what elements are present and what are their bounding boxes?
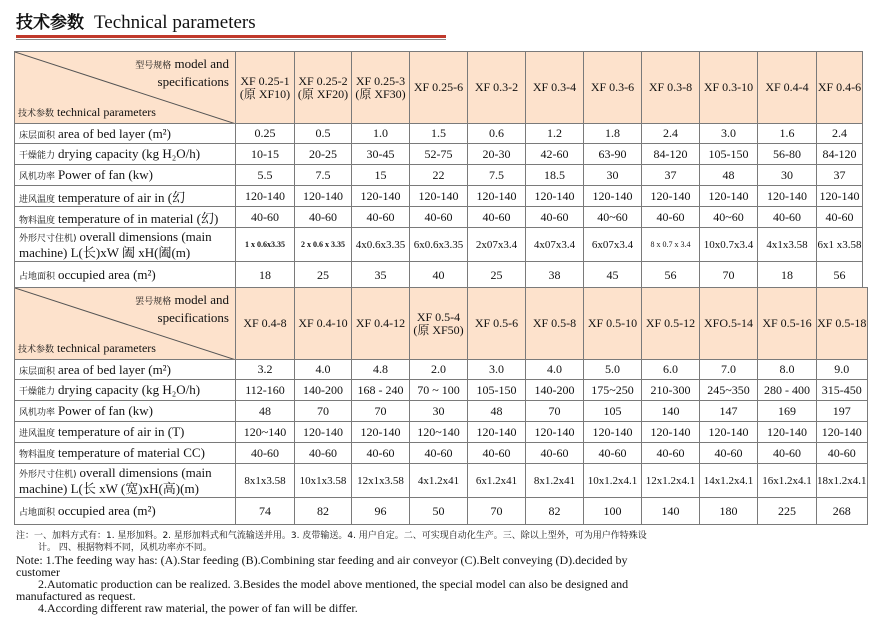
model-name: XF 0.3-8 [648, 80, 693, 94]
value-cell: 84-120 [817, 144, 863, 165]
value-cell: 70 [526, 401, 584, 422]
corner-bottom-label [18, 341, 156, 356]
model-name: XF 0.5-18 [817, 316, 867, 330]
table-row [15, 498, 868, 525]
model-name: XF 0.3-6 [590, 80, 635, 94]
value-cell: 25 [468, 262, 526, 289]
row-label-zh: 占地面积 [19, 508, 56, 518]
row-label-en: area of bed layer (m²) [58, 361, 171, 377]
value-cell: 96 [352, 498, 410, 525]
table-row [15, 186, 863, 207]
row-label-zh: 床层面积 [19, 366, 56, 377]
value-cell: 40-60 [468, 443, 526, 464]
corner-top-zh: 型号规格 [135, 61, 172, 71]
title-rule-thin [16, 39, 446, 40]
spec-table-2 [14, 287, 868, 525]
value-cell: 140-200 [295, 380, 352, 401]
model-name: XFO.5-14 [703, 316, 753, 330]
value-cell: 40-60 [526, 207, 584, 228]
value-cell: 40-60 [817, 207, 863, 228]
value-cell: 10x1x3.58 [295, 464, 352, 498]
value-cell: 40-60 [468, 207, 526, 228]
value-cell: 70 [700, 262, 758, 289]
row-label-en: drying capacity (kg H₂O/h) [58, 146, 201, 161]
table-row [15, 262, 863, 289]
model-cell [584, 52, 642, 124]
value-cell: 147 [700, 401, 758, 422]
row-label-en: area of bed layer (m²) [58, 125, 171, 141]
value-cell: 120-140 [468, 422, 526, 443]
row-label [15, 464, 236, 498]
row-label [15, 165, 236, 186]
model-cell [410, 52, 468, 124]
row-label-zh: 外形尺寸住机) [19, 469, 77, 480]
row-label [15, 422, 236, 443]
row-label [15, 262, 236, 289]
note-en-4: manufactured as request. [16, 589, 136, 603]
value-cell: 37 [817, 165, 863, 186]
value-cell: 56 [642, 262, 700, 289]
row-label-zh: 物料温度 [19, 450, 56, 460]
title-zh: 技术参数 [16, 13, 84, 33]
row-label [15, 228, 236, 262]
model-cell [236, 52, 295, 124]
value-cell: 120-140 [758, 186, 817, 207]
value-cell: 40-60 [236, 207, 295, 228]
model-alt-name: (原 XF50) [413, 322, 464, 337]
corner-top-en-2: specifications [157, 74, 229, 89]
value-cell: 5.5 [236, 165, 295, 186]
value-cell: 2 x 0.6 x 3.35 [295, 228, 352, 262]
value-cell: 4x0.6x3.35 [352, 228, 410, 262]
value-cell: 3.2 [236, 360, 295, 380]
row-label-zh: 干燥能力 [19, 151, 56, 161]
table-row [15, 207, 863, 228]
model-cell [410, 288, 468, 360]
row-label-en: occupied area (m²) [58, 503, 156, 518]
note-en-2: customer [16, 565, 60, 579]
value-cell: 120-140 [295, 422, 352, 443]
table-row [15, 401, 868, 422]
model-name: XF 0.25-1 [240, 73, 290, 88]
table-row [15, 165, 863, 186]
model-name: XF 0.3-10 [703, 80, 754, 94]
model-cell [700, 52, 758, 124]
spec-table-1 [14, 51, 863, 289]
value-cell: 105-150 [468, 380, 526, 401]
row-label-en: drying capacity (kg H₂O/h) [58, 382, 201, 397]
value-cell: 140 [642, 498, 700, 525]
value-cell: 52-75 [410, 144, 468, 165]
row-label-zh: 进风温度 [19, 194, 56, 205]
value-cell: 35 [352, 262, 410, 289]
model-name: XF 0.5-10 [587, 316, 638, 330]
value-cell: 6x07x3.4 [584, 228, 642, 262]
model-cell [295, 288, 352, 360]
table-row [15, 443, 868, 464]
value-cell: 7.5 [295, 165, 352, 186]
value-cell: 120-140 [700, 186, 758, 207]
value-cell: 1.0 [352, 124, 410, 144]
value-cell: 120-140 [642, 186, 700, 207]
value-cell: 1 x 0.6x3.35 [236, 228, 295, 262]
model-name: XF 0.4-4 [765, 80, 809, 94]
value-cell: 120-140 [236, 186, 295, 207]
value-cell: 70 [295, 401, 352, 422]
value-cell: 8x1.2x41 [526, 464, 584, 498]
model-name: XF 0.25-3 [355, 73, 406, 88]
row-label [15, 186, 236, 207]
value-cell: 30-45 [352, 144, 410, 165]
model-name: XF 0.3-4 [532, 80, 577, 94]
value-cell: 4.0 [295, 360, 352, 380]
value-cell: 70 [352, 401, 410, 422]
model-cell [295, 52, 352, 124]
model-cell [758, 288, 817, 360]
row-label-zh: 风机功率 [19, 408, 56, 418]
row-label-en: temperature of air in (T) [58, 424, 185, 439]
value-cell: 315-450 [817, 380, 868, 401]
row-label-zh: 床层面积 [19, 130, 56, 141]
model-cell [817, 52, 863, 124]
value-cell: 268 [817, 498, 868, 525]
model-cell [700, 288, 758, 360]
value-cell: 2x07x3.4 [468, 228, 526, 262]
value-cell: 6x0.6x3.35 [410, 228, 468, 262]
row-label [15, 498, 236, 525]
note-zh-2: 计。 四、根据物料不同，风机功率亦不同。 [38, 543, 212, 553]
value-cell: 48 [700, 165, 758, 186]
value-cell: 100 [584, 498, 642, 525]
value-cell: 63-90 [584, 144, 642, 165]
value-cell: 12x1.2x4.1 [642, 464, 700, 498]
value-cell: 4.0 [526, 360, 584, 380]
row-label [15, 401, 236, 422]
value-cell: 50 [410, 498, 468, 525]
table-row [15, 422, 868, 443]
model-name: XF 0.5-8 [532, 316, 577, 330]
value-cell: 40~60 [584, 207, 642, 228]
value-cell: 30 [758, 165, 817, 186]
corner-top-en-1: model and [174, 292, 229, 307]
model-cell [526, 52, 584, 124]
row-label-en: occupied area (m²) [58, 267, 156, 282]
value-cell: 40-60 [584, 443, 642, 464]
model-cell [352, 52, 410, 124]
table-row [15, 360, 868, 380]
value-cell: 40-60 [758, 207, 817, 228]
model-cell [352, 288, 410, 360]
model-name: XF 0.5-16 [762, 316, 812, 330]
value-cell: 120-140 [526, 186, 584, 207]
value-cell: 8 x 0.7 x 3.4 [642, 228, 700, 262]
row-label-en: temperature of air in (幻 [58, 189, 186, 205]
model-alt-name: (原 XF10) [239, 86, 291, 101]
value-cell: 5.0 [584, 360, 642, 380]
value-cell: 7.5 [468, 165, 526, 186]
value-cell: 9.0 [817, 360, 868, 380]
row-label-en: overall dimensions (main machine) L(长)xW 阖 xH(阖(m) [19, 228, 212, 260]
value-cell: 40-60 [410, 207, 468, 228]
value-cell: 40~60 [700, 207, 758, 228]
value-cell: 48 [468, 401, 526, 422]
value-cell: 40-60 [352, 207, 410, 228]
value-cell: 280 - 400 [758, 380, 817, 401]
row-label-en: Power of fan (kw) [58, 167, 153, 182]
table-row [15, 464, 868, 498]
model-name: XF 0.4-12 [355, 316, 406, 330]
model-alt-name: (原 XF30) [355, 86, 406, 101]
value-cell: 15 [352, 165, 410, 186]
value-cell: 120-140 [410, 186, 468, 207]
model-cell [468, 288, 526, 360]
corner-bottom-zh: 技术参数 [18, 109, 55, 119]
model-cell [758, 52, 817, 124]
value-cell: 120-140 [468, 186, 526, 207]
value-cell: 18x1.2x4.1 [817, 464, 868, 498]
value-cell: 1.8 [584, 124, 642, 144]
model-name: XF 0.25-6 [413, 80, 464, 94]
value-cell: 70 [468, 498, 526, 525]
value-cell: 225 [758, 498, 817, 525]
value-cell: 140-200 [526, 380, 584, 401]
value-cell: 40-60 [526, 443, 584, 464]
model-name: XF 0.5-6 [474, 316, 519, 330]
value-cell: 40-60 [236, 443, 295, 464]
value-cell: 0.6 [468, 124, 526, 144]
value-cell: 4x07x3.4 [526, 228, 584, 262]
value-cell: 22 [410, 165, 468, 186]
value-cell: 112-160 [236, 380, 295, 401]
corner-top-label [135, 56, 229, 90]
value-cell: 12x1x3.58 [352, 464, 410, 498]
value-cell: 4.8 [352, 360, 410, 380]
model-header-row [15, 52, 863, 124]
value-cell: 48 [236, 401, 295, 422]
value-cell: 6x1 x3.58 [817, 228, 863, 262]
value-cell: 18.5 [526, 165, 584, 186]
value-cell: 197 [817, 401, 868, 422]
value-cell: 120-140 [642, 422, 700, 443]
value-cell: 74 [236, 498, 295, 525]
notes [16, 530, 876, 614]
value-cell: 4x1x3.58 [758, 228, 817, 262]
row-label [15, 124, 236, 144]
value-cell: 6x1.2x41 [468, 464, 526, 498]
row-label-zh: 占地面积 [19, 272, 56, 282]
value-cell: 8x1x3.58 [236, 464, 295, 498]
model-name: XF 0.5-4 [416, 309, 461, 324]
value-cell: 120-140 [817, 186, 863, 207]
value-cell: 169 [758, 401, 817, 422]
value-cell: 210-300 [642, 380, 700, 401]
value-cell: 120-140 [700, 422, 758, 443]
value-cell: 56-80 [758, 144, 817, 165]
value-cell: 120~140 [410, 422, 468, 443]
value-cell: 30 [410, 401, 468, 422]
value-cell: 40-60 [295, 207, 352, 228]
row-label-en: Power of fan (kw) [58, 403, 153, 418]
corner-top-en-1: model and [174, 56, 229, 71]
row-label [15, 360, 236, 380]
value-cell: 10x0.7x3.4 [700, 228, 758, 262]
value-cell: 8.0 [758, 360, 817, 380]
value-cell: 42-60 [526, 144, 584, 165]
value-cell: 40-60 [295, 443, 352, 464]
model-cell [236, 288, 295, 360]
value-cell: 10-15 [236, 144, 295, 165]
page-header [16, 8, 256, 36]
model-cell [642, 52, 700, 124]
model-name: XF 0.25-2 [298, 73, 348, 88]
table-row [15, 124, 863, 144]
corner-bottom-label [18, 105, 156, 120]
value-cell: 30 [584, 165, 642, 186]
row-label-zh: 物料温度 [19, 215, 56, 226]
row-label [15, 144, 236, 165]
model-cell [584, 288, 642, 360]
model-header-row [15, 288, 868, 360]
value-cell: 120-140 [584, 422, 642, 443]
corner-top-label [135, 292, 229, 326]
value-cell: 120-140 [526, 422, 584, 443]
value-cell: 120-140 [295, 186, 352, 207]
row-label [15, 380, 236, 401]
value-cell: 0.5 [295, 124, 352, 144]
value-cell: 40-60 [642, 207, 700, 228]
value-cell: 4x1.2x41 [410, 464, 468, 498]
value-cell: 40-60 [758, 443, 817, 464]
table-row [15, 228, 863, 262]
row-label-zh: 进风温度 [19, 429, 56, 439]
table-row [15, 144, 863, 165]
model-name: XF 0.4-10 [298, 316, 348, 330]
value-cell: 1.5 [410, 124, 468, 144]
model-name: XF 0.5-12 [645, 316, 696, 330]
value-cell: 40 [410, 262, 468, 289]
value-cell: 168 - 240 [352, 380, 410, 401]
corner-cell [15, 52, 236, 124]
model-name: XF 0.4-6 [817, 80, 862, 94]
model-name: XF 0.3-2 [474, 80, 519, 94]
corner-top-zh: 罢号规格 [135, 297, 172, 307]
model-cell [817, 288, 868, 360]
value-cell: 37 [642, 165, 700, 186]
model-cell [642, 288, 700, 360]
model-name: XF 0.4-8 [243, 316, 287, 330]
value-cell: 120-140 [352, 186, 410, 207]
corner-cell [15, 288, 236, 360]
value-cell: 82 [295, 498, 352, 525]
value-cell: 18 [758, 262, 817, 289]
row-label [15, 443, 236, 464]
title-en: Technical parameters [94, 12, 256, 33]
value-cell: 14x1.2x4.1 [700, 464, 758, 498]
value-cell: 16x1.2x4.1 [758, 464, 817, 498]
value-cell: 120~140 [236, 422, 295, 443]
value-cell: 105-150 [700, 144, 758, 165]
note-en-1: Note: 1.The feeding way has: (A).Star feeding (B).Combining star feeding and air conveyor (C).Belt conveying (D).decided by [16, 553, 628, 567]
value-cell: 6.0 [642, 360, 700, 380]
row-label-zh: 干燥能力 [19, 387, 56, 397]
value-cell: 2.0 [410, 360, 468, 380]
value-cell: 45 [584, 262, 642, 289]
title-rule [16, 35, 446, 38]
corner-bottom-en: technical parameters [57, 105, 156, 119]
value-cell: 84-120 [642, 144, 700, 165]
model-alt-name: (原 XF20) [297, 86, 349, 101]
value-cell: 40-60 [642, 443, 700, 464]
corner-top-en-2: specifications [157, 310, 229, 325]
value-cell: 7.0 [700, 360, 758, 380]
value-cell: 70 ~ 100 [410, 380, 468, 401]
row-label-en: temperature of in material (幻) [58, 210, 219, 226]
value-cell: 0.25 [236, 124, 295, 144]
row-label [15, 207, 236, 228]
value-cell: 40-60 [410, 443, 468, 464]
value-cell: 3.0 [468, 360, 526, 380]
model-cell [526, 288, 584, 360]
value-cell: 18 [236, 262, 295, 289]
value-cell: 20-30 [468, 144, 526, 165]
note-zh-1: 注：一、加料方式有：1. 星形加料。2. 星形加料式和气流输送并用。3. 皮带输送。4. 用户自定。二、可实现自动化生产。三、除以上型外，可为用户作特殊设 [16, 531, 647, 541]
value-cell: 2.4 [817, 124, 863, 144]
value-cell: 2.4 [642, 124, 700, 144]
value-cell: 175~250 [584, 380, 642, 401]
value-cell: 140 [642, 401, 700, 422]
value-cell: 25 [295, 262, 352, 289]
value-cell: 3.0 [700, 124, 758, 144]
value-cell: 56 [817, 262, 863, 289]
value-cell: 180 [700, 498, 758, 525]
value-cell: 38 [526, 262, 584, 289]
value-cell: 105 [584, 401, 642, 422]
value-cell: 1.6 [758, 124, 817, 144]
value-cell: 120-140 [584, 186, 642, 207]
row-label-zh: 外形尺寸住机) [19, 233, 77, 244]
model-cell [468, 52, 526, 124]
value-cell: 20-25 [295, 144, 352, 165]
note-en-5: 4.According different raw material, the power of fan will be differ. [38, 601, 358, 615]
row-label-zh: 风机功率 [19, 172, 56, 182]
corner-bottom-zh: 技术参数 [18, 345, 55, 355]
value-cell: 245~350 [700, 380, 758, 401]
value-cell: 120-140 [817, 422, 868, 443]
table-row [15, 380, 868, 401]
value-cell: 120-140 [758, 422, 817, 443]
value-cell: 120-140 [352, 422, 410, 443]
value-cell: 82 [526, 498, 584, 525]
value-cell: 1.2 [526, 124, 584, 144]
value-cell: 40-60 [700, 443, 758, 464]
value-cell: 40-60 [352, 443, 410, 464]
row-label-en: overall dimensions (main machine) L(长 xW (宽)xH(高)(m) [19, 464, 212, 496]
row-label-en: temperature of material CC) [58, 445, 205, 460]
corner-bottom-en: technical parameters [57, 341, 156, 355]
value-cell: 40-60 [817, 443, 868, 464]
note-en-3: 2.Automatic production can be realized. 3.Besides the model above mentioned, the special model can also be designed and [38, 577, 629, 591]
value-cell: 10x1.2x4.1 [584, 464, 642, 498]
